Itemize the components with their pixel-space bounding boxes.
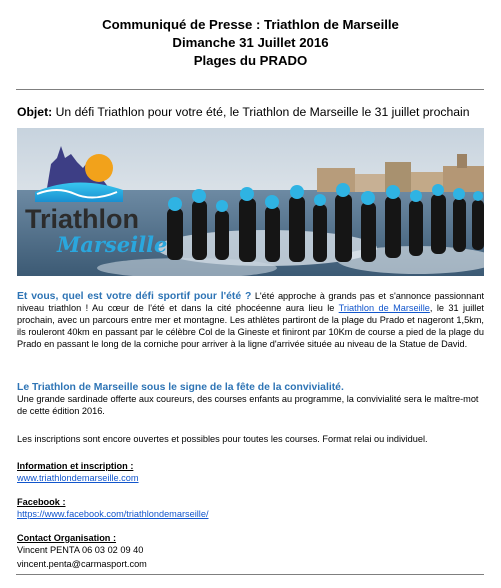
intro-lead: Et vous, quel est votre défi sportif pour l'été ? — [17, 291, 252, 302]
header-title: Communiqué de Presse : Triathlon de Marseille — [102, 17, 399, 32]
contact-label: Contact Organisation : — [17, 533, 117, 543]
contact-name-phone: Vincent PENTA 06 03 02 09 40 — [17, 545, 144, 555]
conviviality-title: Le Triathlon de Marseille sous le signe de la fête de la convivialité. — [17, 382, 344, 393]
logo-word-triathlon: Triathlon — [25, 204, 139, 234]
subject-line — [17, 104, 487, 120]
subject-text: Un défi Triathlon pour votre été, le Triathlon de Marseille le 31 juillet prochain — [52, 105, 470, 119]
facebook-label: Facebook : — [17, 497, 66, 507]
conviviality-text: Une grande sardinade offerte aux coureurs, des courses enfants au programme, la convivialité sera le maître-mot de cette édition 2016. — [17, 394, 479, 416]
logo-word-marseille: Marseille — [57, 232, 168, 257]
intro-paragraph — [17, 291, 484, 351]
info-url-link[interactable]: www.triathlondemarseille.com — [17, 473, 139, 483]
hero-photo — [17, 128, 484, 276]
bottom-divider — [16, 574, 484, 575]
facebook-url-link[interactable]: https://www.facebook.com/triathlondemarseille/ — [17, 509, 209, 519]
header-location: Plages du PRADO — [193, 53, 308, 68]
intro-text-1: L'été approche à grands pas et s'annonce passionnant niveau triathlon ! Au cœur de l'été et dans la cité phocéenne aura lieu le — [17, 291, 484, 313]
inscriptions-text: Les inscriptions sont encore ouvertes et possibles pour toutes les courses. Format relai ou individuel. — [17, 434, 428, 444]
contact-email: vincent.penta@carmasport.com — [17, 559, 147, 569]
subject-label: Objet: — [17, 105, 53, 119]
triathlon-link[interactable]: Triathlon de Marseille — [338, 302, 430, 313]
info-label: Information et inscription : — [17, 461, 134, 471]
conviviality-section — [17, 381, 484, 418]
intro-text-2: , le 31 juillet prochain, avec un parcours entre mer et montagne. Les athlètes partiront de la plage du Prado et nageront 1,5km, ils rouleront 40km en passant par le célèbre Col de la Gineste et finiront par 10Km de course a pied de la plage du Prado en passant le long de la corniche pour arriver à la ligne d'arrivée située au niveau de la Statue de David. — [17, 302, 484, 349]
header-date: Dimanche 31 Juillet 2016 — [172, 35, 329, 50]
top-divider — [16, 89, 484, 90]
document-header — [0, 16, 501, 70]
